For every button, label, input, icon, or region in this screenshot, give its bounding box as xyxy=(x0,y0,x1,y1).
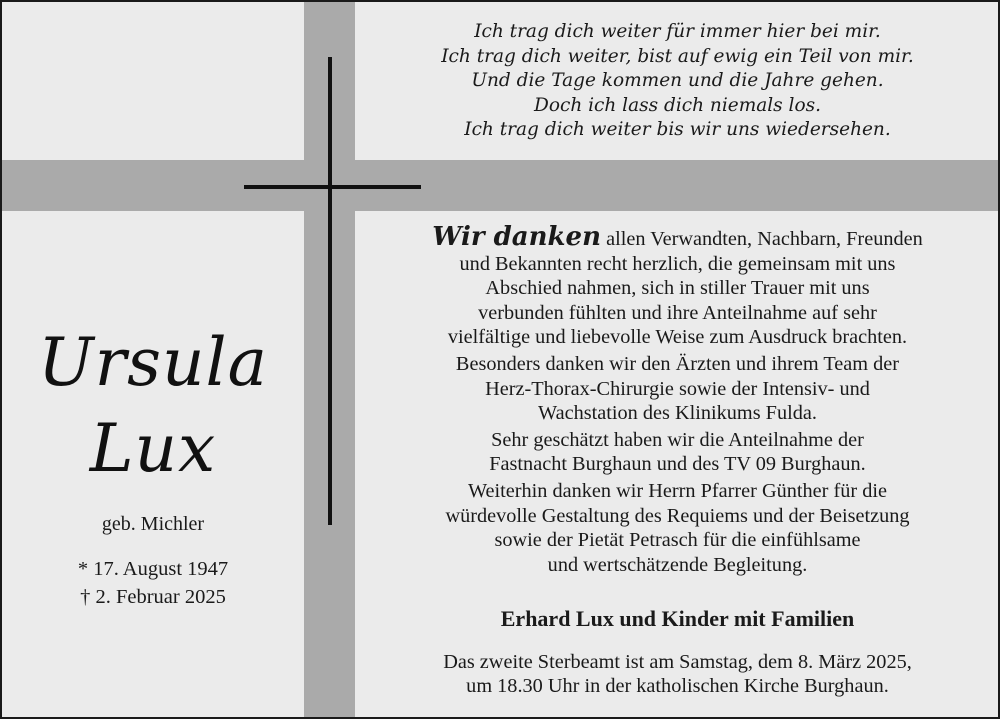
cross-bar xyxy=(244,185,421,189)
memorial-service-info xyxy=(355,650,1000,698)
poem-line: Ich trag dich weiter für immer hier bei mir. xyxy=(474,21,881,42)
thanks-line: würdevolle Gestaltung des Requiems und der Beisetzung xyxy=(445,504,910,527)
thanks-first-line xyxy=(355,222,1000,252)
thanks-line: und Bekannten recht herzlich, die gemeinsam mit uns xyxy=(459,252,896,275)
poem-line: Doch ich lass dich niemals los. xyxy=(533,94,821,116)
deceased-last-name: Lux xyxy=(89,410,217,487)
life-dates xyxy=(2,555,304,611)
thanks-line: Herz-Thorax-Chirurgie sowie der Intensiv- und xyxy=(485,377,870,400)
poem-line: Ich trag dich weiter, bist auf ewig ein Teil von mir. xyxy=(441,45,914,67)
thanks-first-line-rest: allen Verwandten, Nachbarn, Freunden xyxy=(601,228,923,250)
maiden-name: geb. Michler xyxy=(101,513,205,535)
thanks-text xyxy=(355,222,1000,577)
poem-line: Ich trag dich weiter bis wir uns wiedersehen. xyxy=(464,119,891,140)
thanks-line: und wertschätzende Begleitung. xyxy=(547,553,808,576)
death-date: † 2. Februar 2025 xyxy=(80,586,226,608)
thanks-headword: Wir danken xyxy=(432,222,601,252)
horizontal-gray-band xyxy=(2,160,1000,211)
cross-icon xyxy=(328,57,332,525)
thanks-line: Fastnacht Burghaun und des TV 09 Burghaun. xyxy=(489,453,866,476)
thanks-line: Sehr geschätzt haben wir die Anteilnahme der xyxy=(491,428,864,451)
birth-date: * 17. August 1947 xyxy=(77,558,229,580)
service-line: um 18.30 Uhr in der katholischen Kirche Burghaun. xyxy=(466,675,889,697)
thanks-line: Wachstation des Klinikums Fulda. xyxy=(538,402,817,425)
thanks-line: Weiterhin danken wir Herrn Pfarrer Günther für die xyxy=(467,479,888,502)
thanks-line: sowie der Pietät Petrasch für die einfühlsame xyxy=(494,529,861,552)
poem-line: Und die Tage kommen und die Jahre gehen. xyxy=(471,70,884,91)
thanks-line: Abschied nahmen, sich in stiller Trauer mit uns xyxy=(485,277,870,300)
family-signature: Erhard Lux und Kinder mit Familien xyxy=(500,606,855,631)
thanks-line: verbunden fühlten und ihre Anteilnahme auf sehr xyxy=(478,301,877,324)
thanks-line: vielfältige und liebevolle Weise zum Ausdruck brachten. xyxy=(447,326,908,349)
poem xyxy=(355,20,1000,143)
thanks-line: Besonders danken wir den Ärzten und ihrem Team der xyxy=(455,352,900,375)
service-line: Das zweite Sterbeamt ist am Samstag, dem 8. März 2025, xyxy=(443,651,912,673)
deceased-first-name: Ursula xyxy=(37,324,268,401)
